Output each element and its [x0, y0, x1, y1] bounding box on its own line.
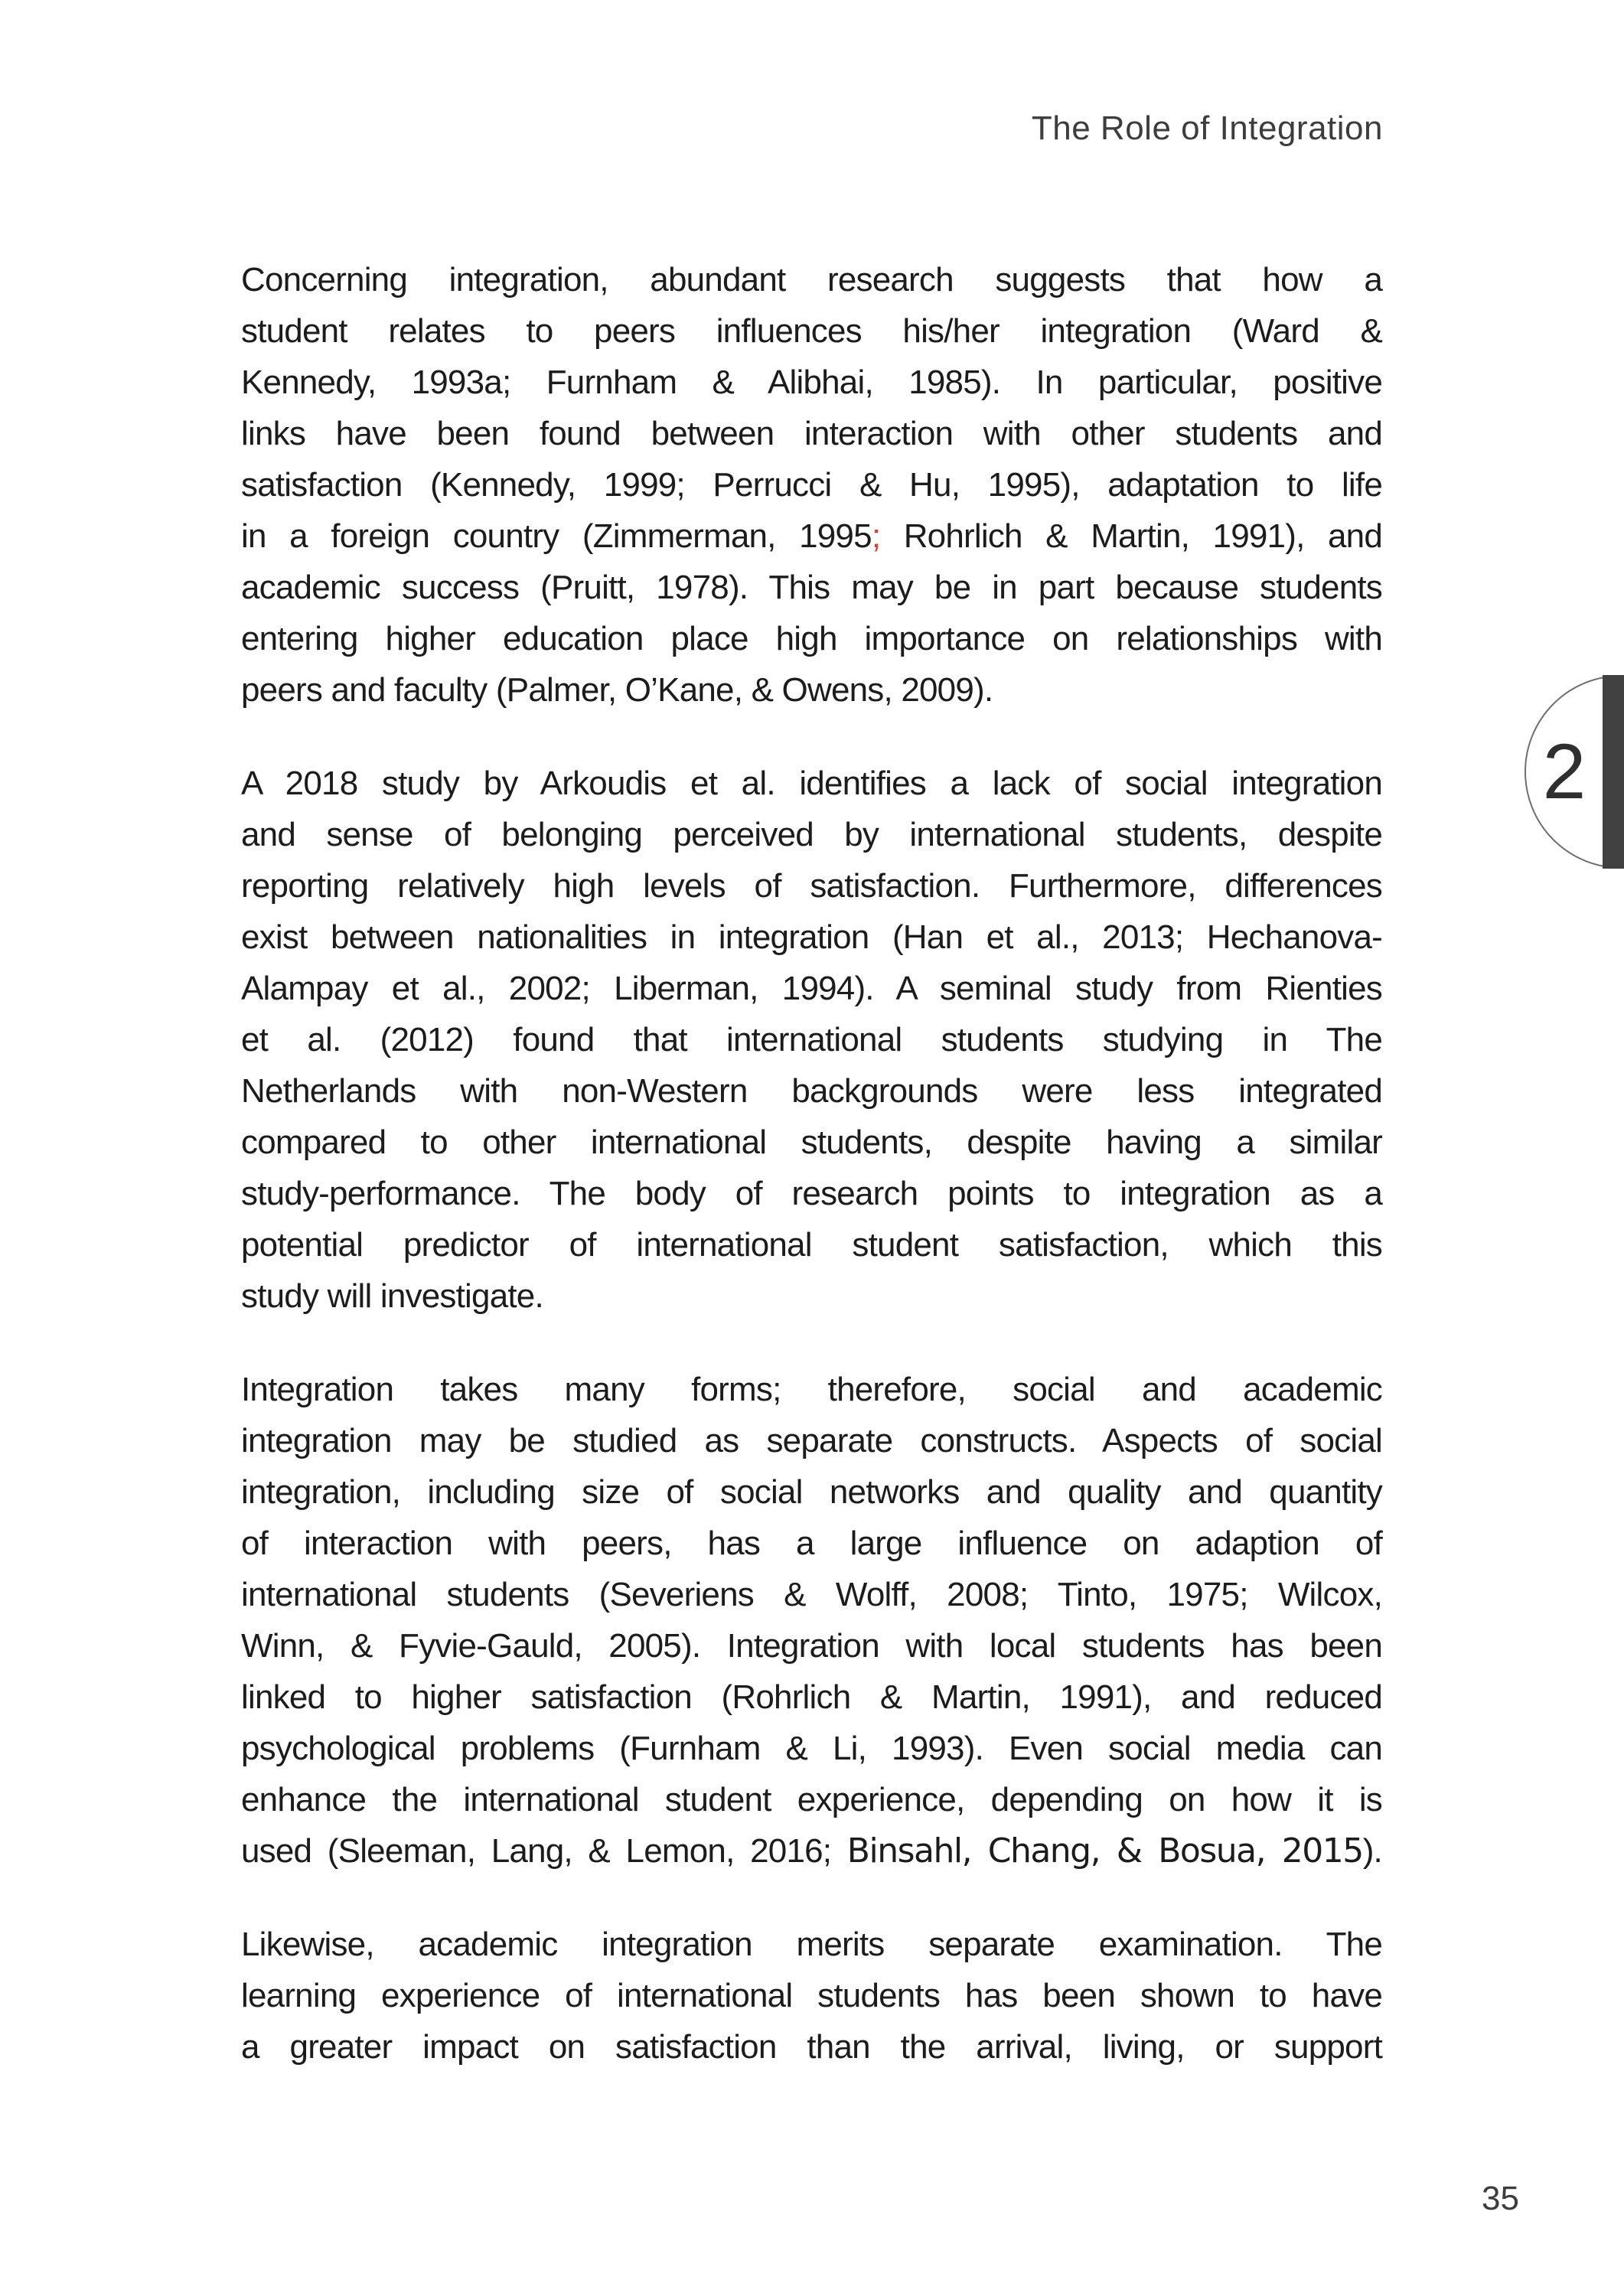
- text-line: [241, 1825, 1382, 1877]
- text-line: [241, 1014, 1382, 1065]
- text-segment: used (Sleeman, Lang, & Lemon, 2016;: [241, 1832, 847, 1870]
- page-number: 35: [1482, 2180, 1519, 2217]
- text-segment: A 2018 study by Arkoudis et al. identifies a lack of social integration: [241, 765, 1382, 802]
- text-segment: Concerning integration, abundant research suggests that how a: [241, 261, 1382, 298]
- text-line: [241, 1970, 1382, 2021]
- text-line: [241, 1415, 1382, 1466]
- text-segment: peers and faculty (Palmer, O’Kane, & Owens, 2009).: [241, 671, 993, 709]
- text-line: [241, 2021, 1382, 2073]
- text-line: [241, 1168, 1382, 1219]
- text-segment: potential predictor of international student satisfaction, which this: [241, 1226, 1382, 1264]
- text-segment: learning experience of international students has been shown to have: [241, 1977, 1382, 2014]
- paragraph: [241, 254, 1382, 716]
- text-segment: a greater impact on satisfaction than the arrival, living, or support: [241, 2028, 1382, 2066]
- text-line: [241, 613, 1382, 664]
- chapter-number: 2: [1542, 728, 1586, 815]
- text-segment: in a foreign country (Zimmerman, 1995: [241, 517, 872, 555]
- text-segment: ).: [1362, 1832, 1382, 1870]
- text-segment: of interaction with peers, has a large influence on adaption of: [241, 1525, 1382, 1562]
- text-segment: Winn, & Fyvie-Gauld, 2005). Integration with local students has been: [241, 1627, 1382, 1665]
- text-line: [241, 459, 1382, 510]
- text-segment: Likewise, academic integration merits separate examination. The: [241, 1926, 1382, 1963]
- text-line: [241, 664, 1382, 716]
- paragraph: [241, 1919, 1382, 2073]
- text-segment: Netherlands with non-Western backgrounds were less integrated: [241, 1072, 1382, 1110]
- text-line: [241, 1117, 1382, 1168]
- text-segment: linked to higher satisfaction (Rohrlich & Martin, 1991), and reduced: [241, 1678, 1382, 1716]
- text-line: [241, 254, 1382, 305]
- text-line: [241, 1518, 1382, 1569]
- text-line: [241, 1569, 1382, 1620]
- text-segment: satisfaction (Kennedy, 1999; Perrucci & Hu, 1995), adaptation to life: [241, 466, 1382, 504]
- text-segment: study will investigate.: [241, 1277, 543, 1315]
- text-line: [241, 1364, 1382, 1415]
- text-line: [241, 1219, 1382, 1270]
- text-segment: academic success (Pruitt, 1978). This may be in part because students: [241, 569, 1382, 606]
- text-line: [241, 1723, 1382, 1774]
- text-segment: Kennedy, 1993a; Furnham & Alibhai, 1985). In particular, positive: [241, 364, 1382, 401]
- text-line: [241, 562, 1382, 613]
- text-segment: enhance the international student experience, depending on how it is: [241, 1781, 1382, 1818]
- body-text: [241, 254, 1382, 2115]
- text-segment: links have been found between interaction with other students and: [241, 415, 1382, 452]
- text-segment: psychological problems (Furnham & Li, 1993). Even social media can: [241, 1730, 1382, 1767]
- text-line: [241, 809, 1382, 860]
- paragraph: [241, 1364, 1382, 1877]
- running-header: The Role of Integration: [1031, 109, 1383, 147]
- text-segment: Rohrlich & Martin, 1991), and: [880, 517, 1382, 555]
- text-line: [241, 1065, 1382, 1117]
- text-segment: entering higher education place high importance on relationships with: [241, 620, 1382, 657]
- text-line: [241, 1671, 1382, 1723]
- text-line: [241, 408, 1382, 459]
- text-segment: student relates to peers influences his/her integration (Ward &: [241, 312, 1382, 350]
- alt-text: Binsahl, Chang, & Bosua, 2015: [846, 1831, 1363, 1870]
- text-line: [241, 1270, 1382, 1322]
- text-line: [241, 305, 1382, 357]
- text-segment: and sense of belonging perceived by international students, despite: [241, 816, 1382, 853]
- chapter-edge-bar: [1603, 675, 1624, 869]
- text-segment: international students (Severiens & Wolff, 2008; Tinto, 1975; Wilcox,: [241, 1576, 1382, 1613]
- text-segment: Alampay et al., 2002; Liberman, 1994). A seminal study from Rienties: [241, 970, 1382, 1007]
- text-line: [241, 510, 1382, 562]
- text-segment: exist between nationalities in integration (Han et al., 2013; Hechanova-: [241, 918, 1382, 956]
- text-segment: reporting relatively high levels of satisfaction. Furthermore, differences: [241, 867, 1382, 905]
- text-segment: integration may be studied as separate constructs. Aspects of social: [241, 1422, 1382, 1459]
- text-line: [241, 963, 1382, 1014]
- paragraph: [241, 758, 1382, 1322]
- text-segment: integration, including size of social networks and quality and quantity: [241, 1473, 1382, 1511]
- text-line: [241, 912, 1382, 963]
- text-line: [241, 357, 1382, 408]
- text-line: [241, 1919, 1382, 1970]
- accent-text: ;: [871, 517, 881, 555]
- text-line: [241, 1774, 1382, 1825]
- text-line: [241, 758, 1382, 809]
- text-line: [241, 1466, 1382, 1518]
- text-segment: study-performance. The body of research points to integration as a: [241, 1175, 1382, 1212]
- text-segment: compared to other international students, despite having a similar: [241, 1124, 1382, 1161]
- text-line: [241, 860, 1382, 912]
- text-segment: et al. (2012) found that international students studying in The: [241, 1021, 1382, 1058]
- text-segment: Integration takes many forms; therefore, social and academic: [241, 1371, 1382, 1408]
- text-line: [241, 1620, 1382, 1671]
